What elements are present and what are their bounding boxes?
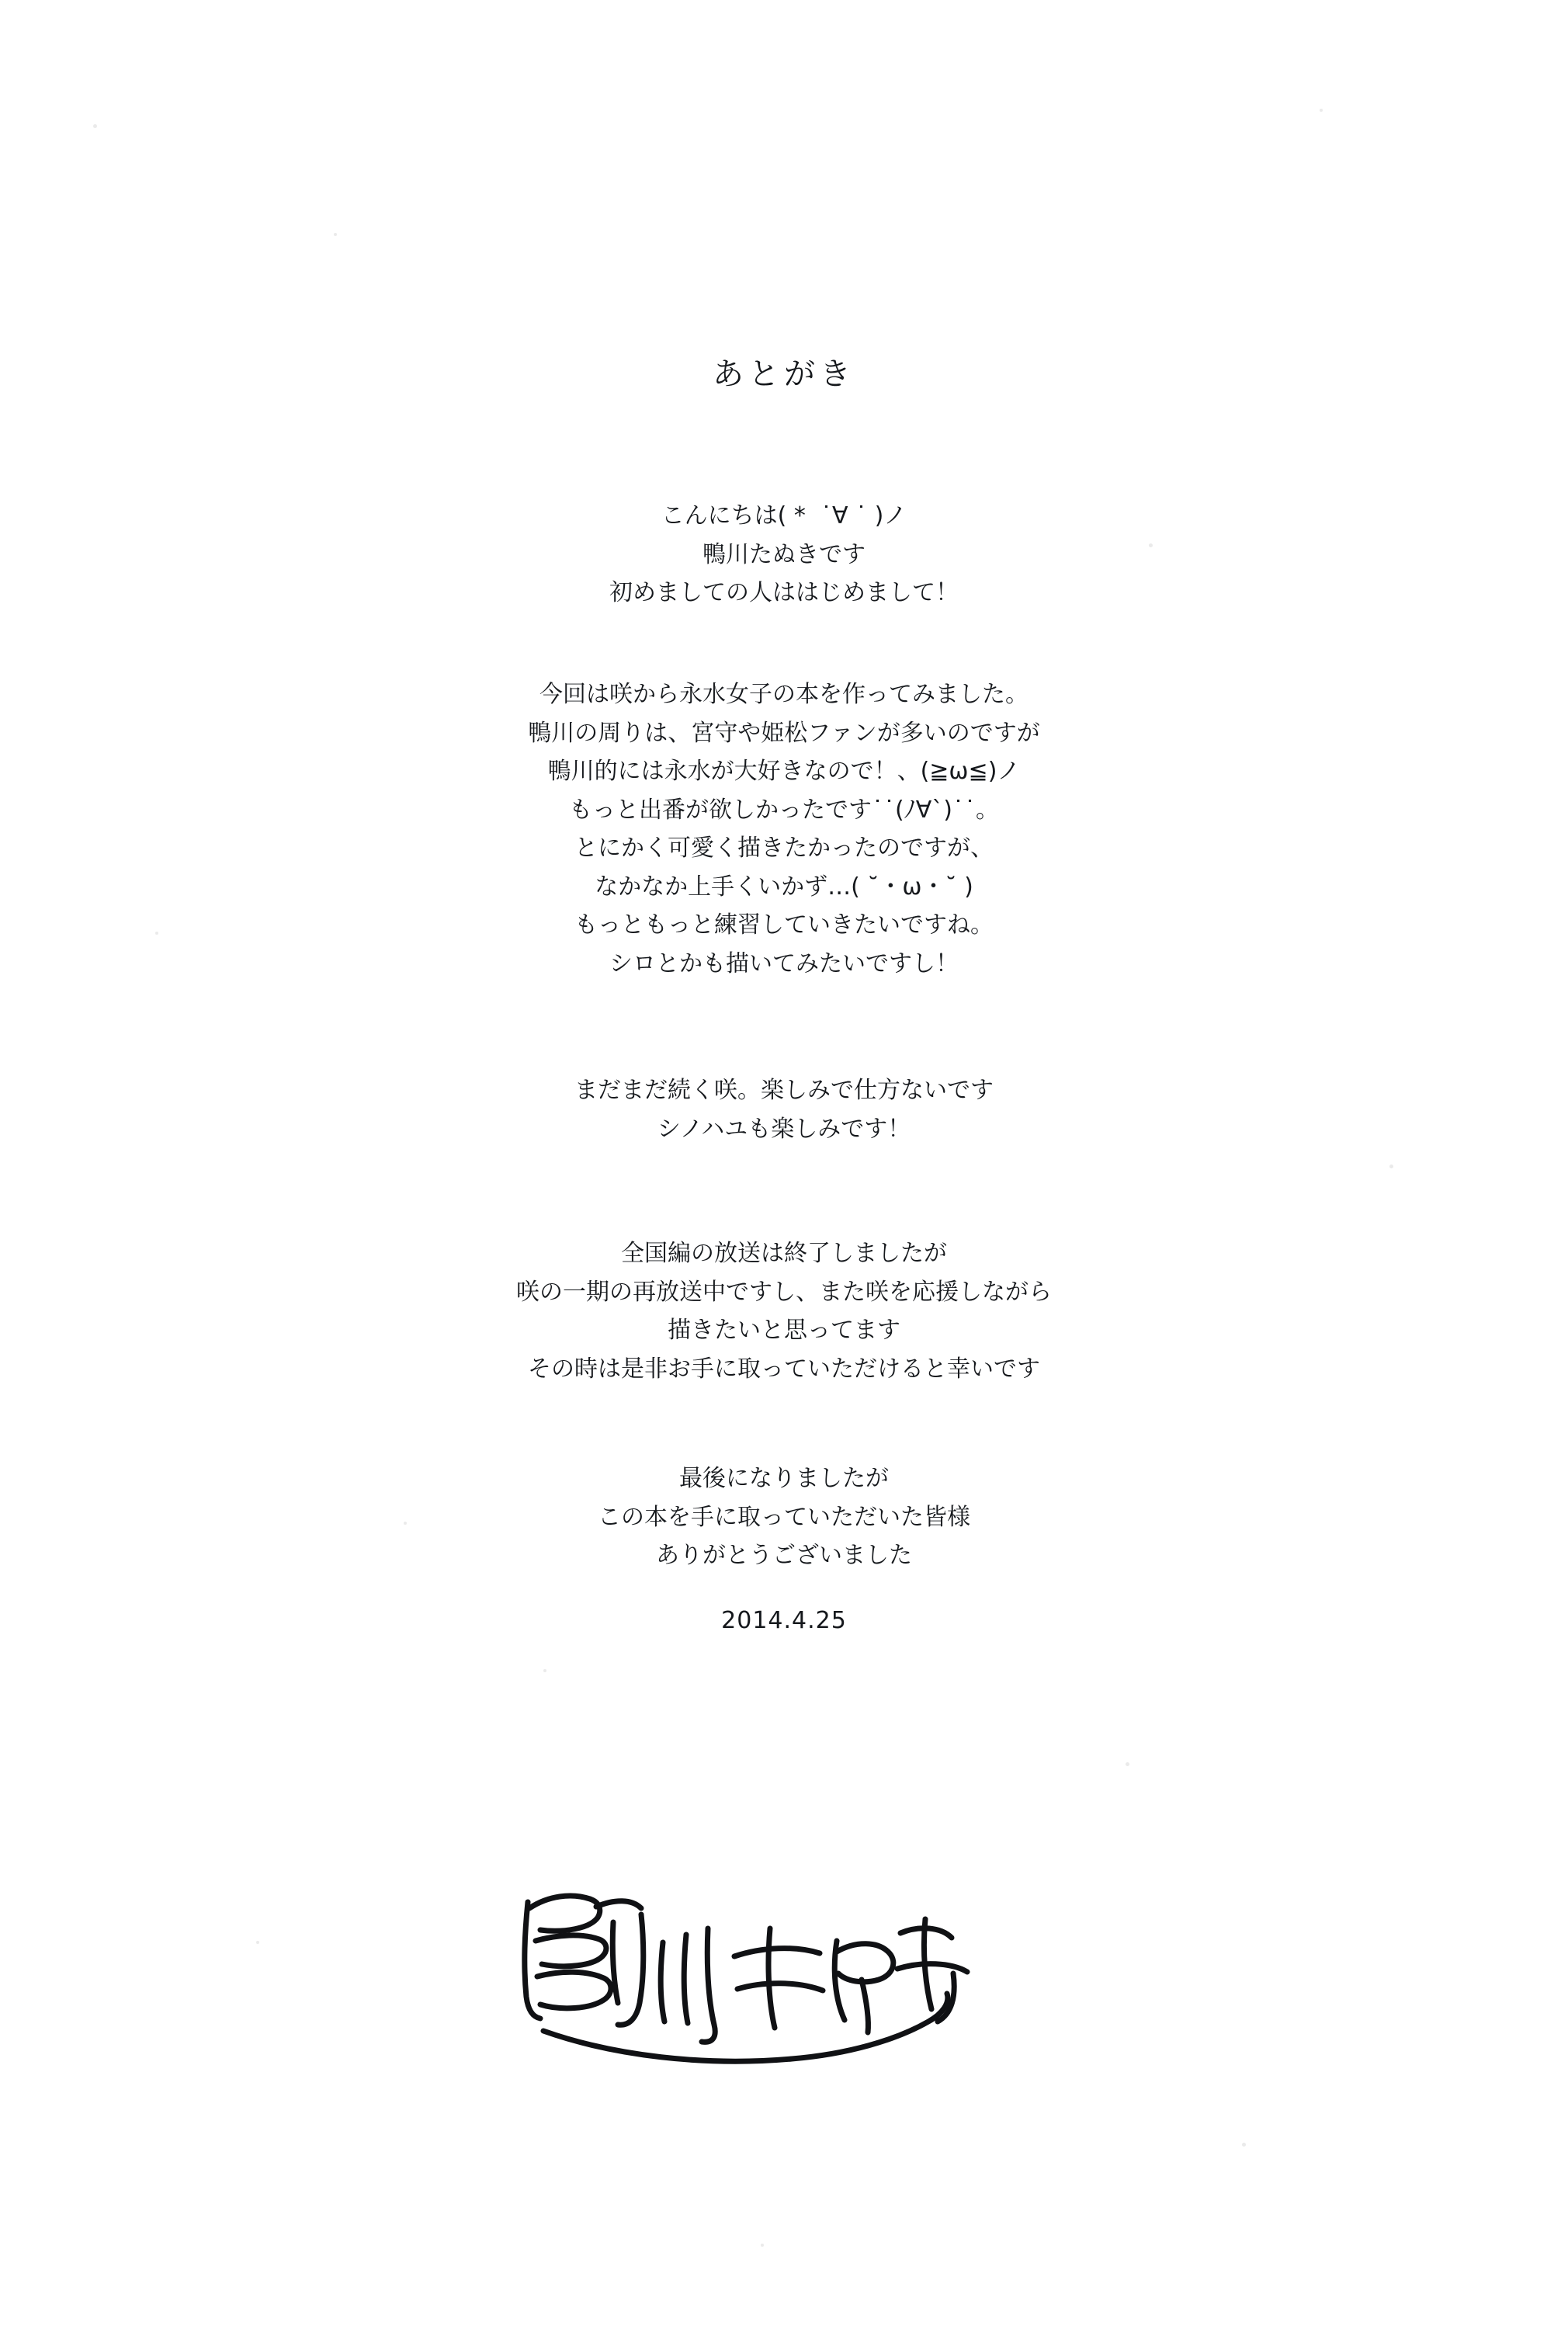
afterword-line: 鴨川的には永水が大好きなので！、(≧ω≦)ノ xyxy=(547,758,1021,785)
afterword-line: なかなか上手くいかず…( ˘・ω・˘ ) xyxy=(595,873,973,901)
afterword-paragraph-greeting xyxy=(0,497,1568,613)
paper-speck xyxy=(543,1669,546,1672)
afterword-paragraph-saki-ongoing xyxy=(0,1071,1568,1148)
afterword-line: 初めましての人ははじめまして！ xyxy=(609,579,959,606)
afterword-line: 今回は咲から永水女子の本を作ってみました。 xyxy=(539,681,1029,708)
paper-speck xyxy=(761,2244,764,2247)
afterword-line: 描きたいと思ってます xyxy=(668,1317,900,1344)
afterword-line: こんにちは( * ˙∀ ˙ )ノ xyxy=(661,502,907,529)
afterword-line: もっと出番が欲しかったです˙˙(ﾉ∀`)˙˙。 xyxy=(569,796,999,824)
afterword-line: 全国編の放送は終了しましたが xyxy=(621,1240,947,1267)
paper-speck xyxy=(1242,2143,1246,2147)
paper-speck xyxy=(334,233,337,236)
afterword-line: 鴨川たぬきです xyxy=(702,540,866,568)
afterword-line: シロとかも描いてみたいですし！ xyxy=(609,949,959,977)
afterword-line: 鴨川の周りは、宮守や姫松ファンが多いのですが xyxy=(528,719,1040,747)
afterword-line: シノハユも楽しみです！ xyxy=(657,1115,911,1143)
paper-speck xyxy=(93,124,97,128)
afterword-line: もっともっと練習していきたいですね。 xyxy=(574,911,994,939)
afterword-line: この本を手に取っていただいた皆様 xyxy=(598,1503,970,1531)
paper-speck xyxy=(256,1941,259,1944)
afterword-line: まだまだ続く咲。楽しみで仕方ないです xyxy=(574,1077,994,1104)
afterword-line: ありがとうございました xyxy=(656,1542,912,1569)
artist-signature xyxy=(497,1848,994,2081)
afterword-line: とにかく可愛く描きたかったのですが、 xyxy=(574,835,994,862)
afterword-line: 最後になりましたが xyxy=(679,1465,889,1492)
afterword-paragraph-broadcast xyxy=(0,1234,1568,1388)
afterword-paragraph-closing xyxy=(0,1460,1568,1575)
paper-speck xyxy=(1320,109,1323,112)
afterword-paragraph-about-book xyxy=(0,675,1568,983)
page-title: あとがき xyxy=(713,356,855,392)
paper-speck xyxy=(1126,1762,1129,1766)
afterword-date: 2014.4.25 xyxy=(721,1607,847,1634)
afterword-line: その時は是非お手に取っていただけると幸いです xyxy=(528,1355,1040,1383)
afterword-line: 咲の一期の再放送中ですし、また咲を応援しながら xyxy=(516,1278,1052,1306)
paper-speck xyxy=(1389,1164,1393,1168)
